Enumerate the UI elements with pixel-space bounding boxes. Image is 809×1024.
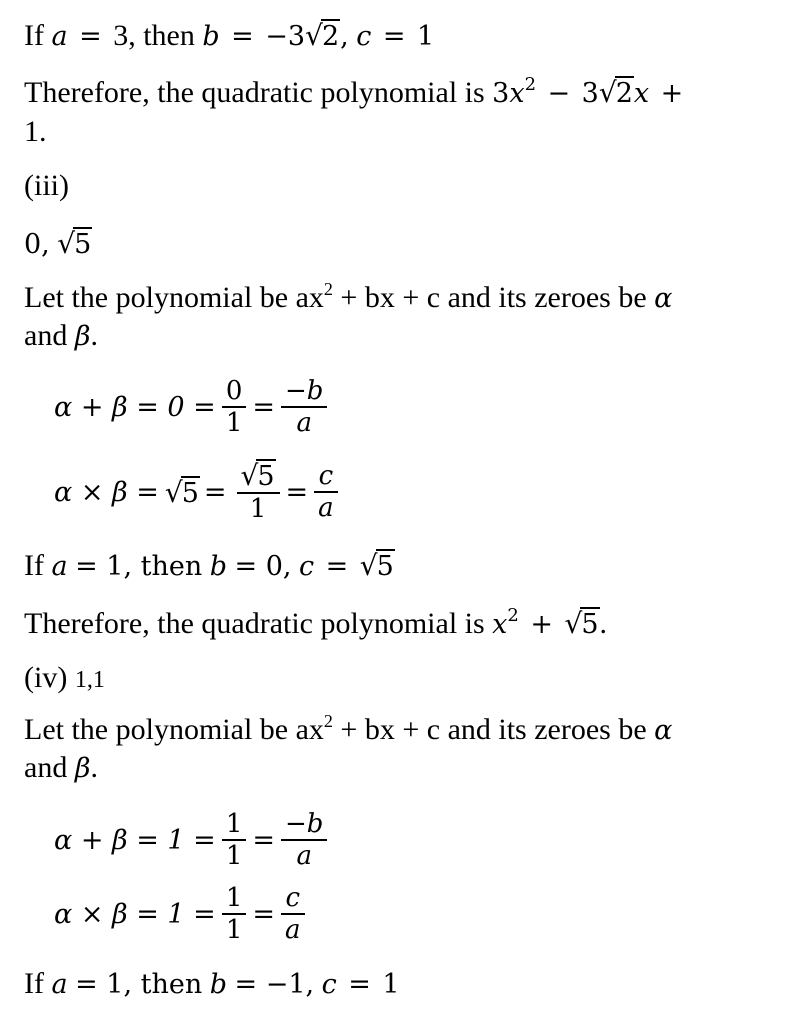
numerator: 0 [225,376,243,406]
equation-product-iii [54,460,344,524]
section-label: (iii) [24,169,69,202]
equals: = [231,21,254,52]
var-c: c [321,969,337,1000]
fraction [281,809,327,871]
numerator: √5 [240,458,275,492]
fraction [314,461,338,523]
exponent: 2 [323,711,333,731]
equation-sum-iv [54,808,333,872]
var-c: c [356,21,372,52]
text: and [24,751,68,784]
text: If [24,967,44,1000]
var-b: b [209,551,228,582]
text: = −1, [234,969,315,1000]
equals: = [252,391,275,423]
line-let-polynomial-1 [24,280,672,319]
period: . [90,319,98,352]
equation-product-iv [54,882,311,946]
exponent: 2 [524,74,537,95]
plus: + [660,78,684,109]
var-x: x [492,609,508,640]
denominator: a [296,408,312,438]
plus: + [530,609,553,640]
equation-lhs: α × β = 1 = [54,898,216,930]
equation-lhs: α + β = 1 = [54,824,216,856]
section-iii [24,168,69,204]
var-alpha: α [654,283,673,314]
text: = 1, then [75,969,203,1000]
var-a: a [51,969,68,1000]
text: + bx + c and its zeroes be [340,281,647,314]
line-therefore-2 [24,606,607,646]
var-a: a [51,551,68,582]
value: 0, [24,229,50,260]
equals: = [285,476,309,508]
section-label: (iv) [24,661,68,694]
equals: = [252,824,275,856]
numerator: 1 [225,883,243,913]
equation-lhs: α + β = 0 = [54,391,216,423]
value: −3 [265,21,306,52]
line-1 [24,114,47,150]
text: Therefore, the quadratic polynomial is [24,76,485,109]
text: 1. [24,115,47,148]
text: Let the polynomial be ax [24,713,324,746]
denominator: 1 [225,915,243,945]
text: Therefore, the quadratic polynomial is [24,607,485,640]
var-c: c [299,551,315,582]
equals: = [382,21,406,52]
var-beta: β [74,321,91,352]
section-iv [24,660,105,698]
fraction [222,809,247,871]
value: 1 [416,21,435,52]
var-b: b [209,969,228,1000]
line-if-a-3 [24,18,434,55]
line-if-a-1-iii [24,548,395,585]
sqrt-2: √2 [598,76,633,109]
sqrt-5: √5 [564,607,599,640]
zeroes: 1,1 [74,667,105,693]
minus: − [547,78,571,109]
line-let-polynomial-2 [24,712,672,751]
var-x: x [633,78,650,109]
numerator: −b [284,809,324,839]
fraction [281,883,305,945]
denominator: 1 [225,408,243,438]
equation-lhs: α × β = [54,476,159,508]
sqrt-2: √2 [305,19,340,52]
equals: = [79,21,102,52]
period: . [90,751,98,784]
line-therefore-1 [24,75,687,115]
value: 3 [581,78,599,109]
equals: = [348,969,371,1000]
var-alpha: α [654,715,673,746]
equals: = [252,898,275,930]
denominator: 1 [249,493,267,524]
text: Let the polynomial be ax [24,281,324,314]
line-zeroes-iii [24,226,92,263]
text: If [24,549,44,582]
denominator: 1 [225,841,243,871]
comma: , [340,21,349,52]
numerator: 1 [225,809,243,839]
value: 3 [492,78,510,109]
sqrt-5: √5 [57,227,92,260]
exponent: 2 [507,605,519,626]
var-a: a [51,21,68,52]
fraction [281,376,327,438]
numerator: c [318,461,334,491]
numerator: c [285,883,301,913]
fraction [237,458,280,524]
denominator: a [318,493,334,523]
numerator: −b [284,376,324,406]
equals: = [325,551,349,582]
var-x: x [509,78,525,109]
text: = 0, [234,551,292,582]
text: 3, then [113,19,195,52]
text: + bx + c and its zeroes be [340,713,647,746]
text: and [24,319,68,352]
equation-sum-iii [54,375,333,439]
equals: = [203,476,227,508]
period: . [599,607,608,640]
var-b: b [202,21,220,52]
fraction [222,376,247,438]
fraction [222,883,247,945]
denominator: a [296,841,312,871]
text: = 1, then [75,551,203,582]
sqrt-5: √5 [359,549,394,582]
line-if-a-1-iv [24,966,400,1003]
var-beta: β [74,753,91,784]
line-and-beta-2 [24,750,98,787]
value: 1 [382,969,400,1000]
text: If [24,19,44,52]
denominator: a [284,915,301,945]
exponent: 2 [323,279,333,299]
sqrt-5: √5 [164,475,199,509]
line-and-beta-1 [24,318,98,355]
